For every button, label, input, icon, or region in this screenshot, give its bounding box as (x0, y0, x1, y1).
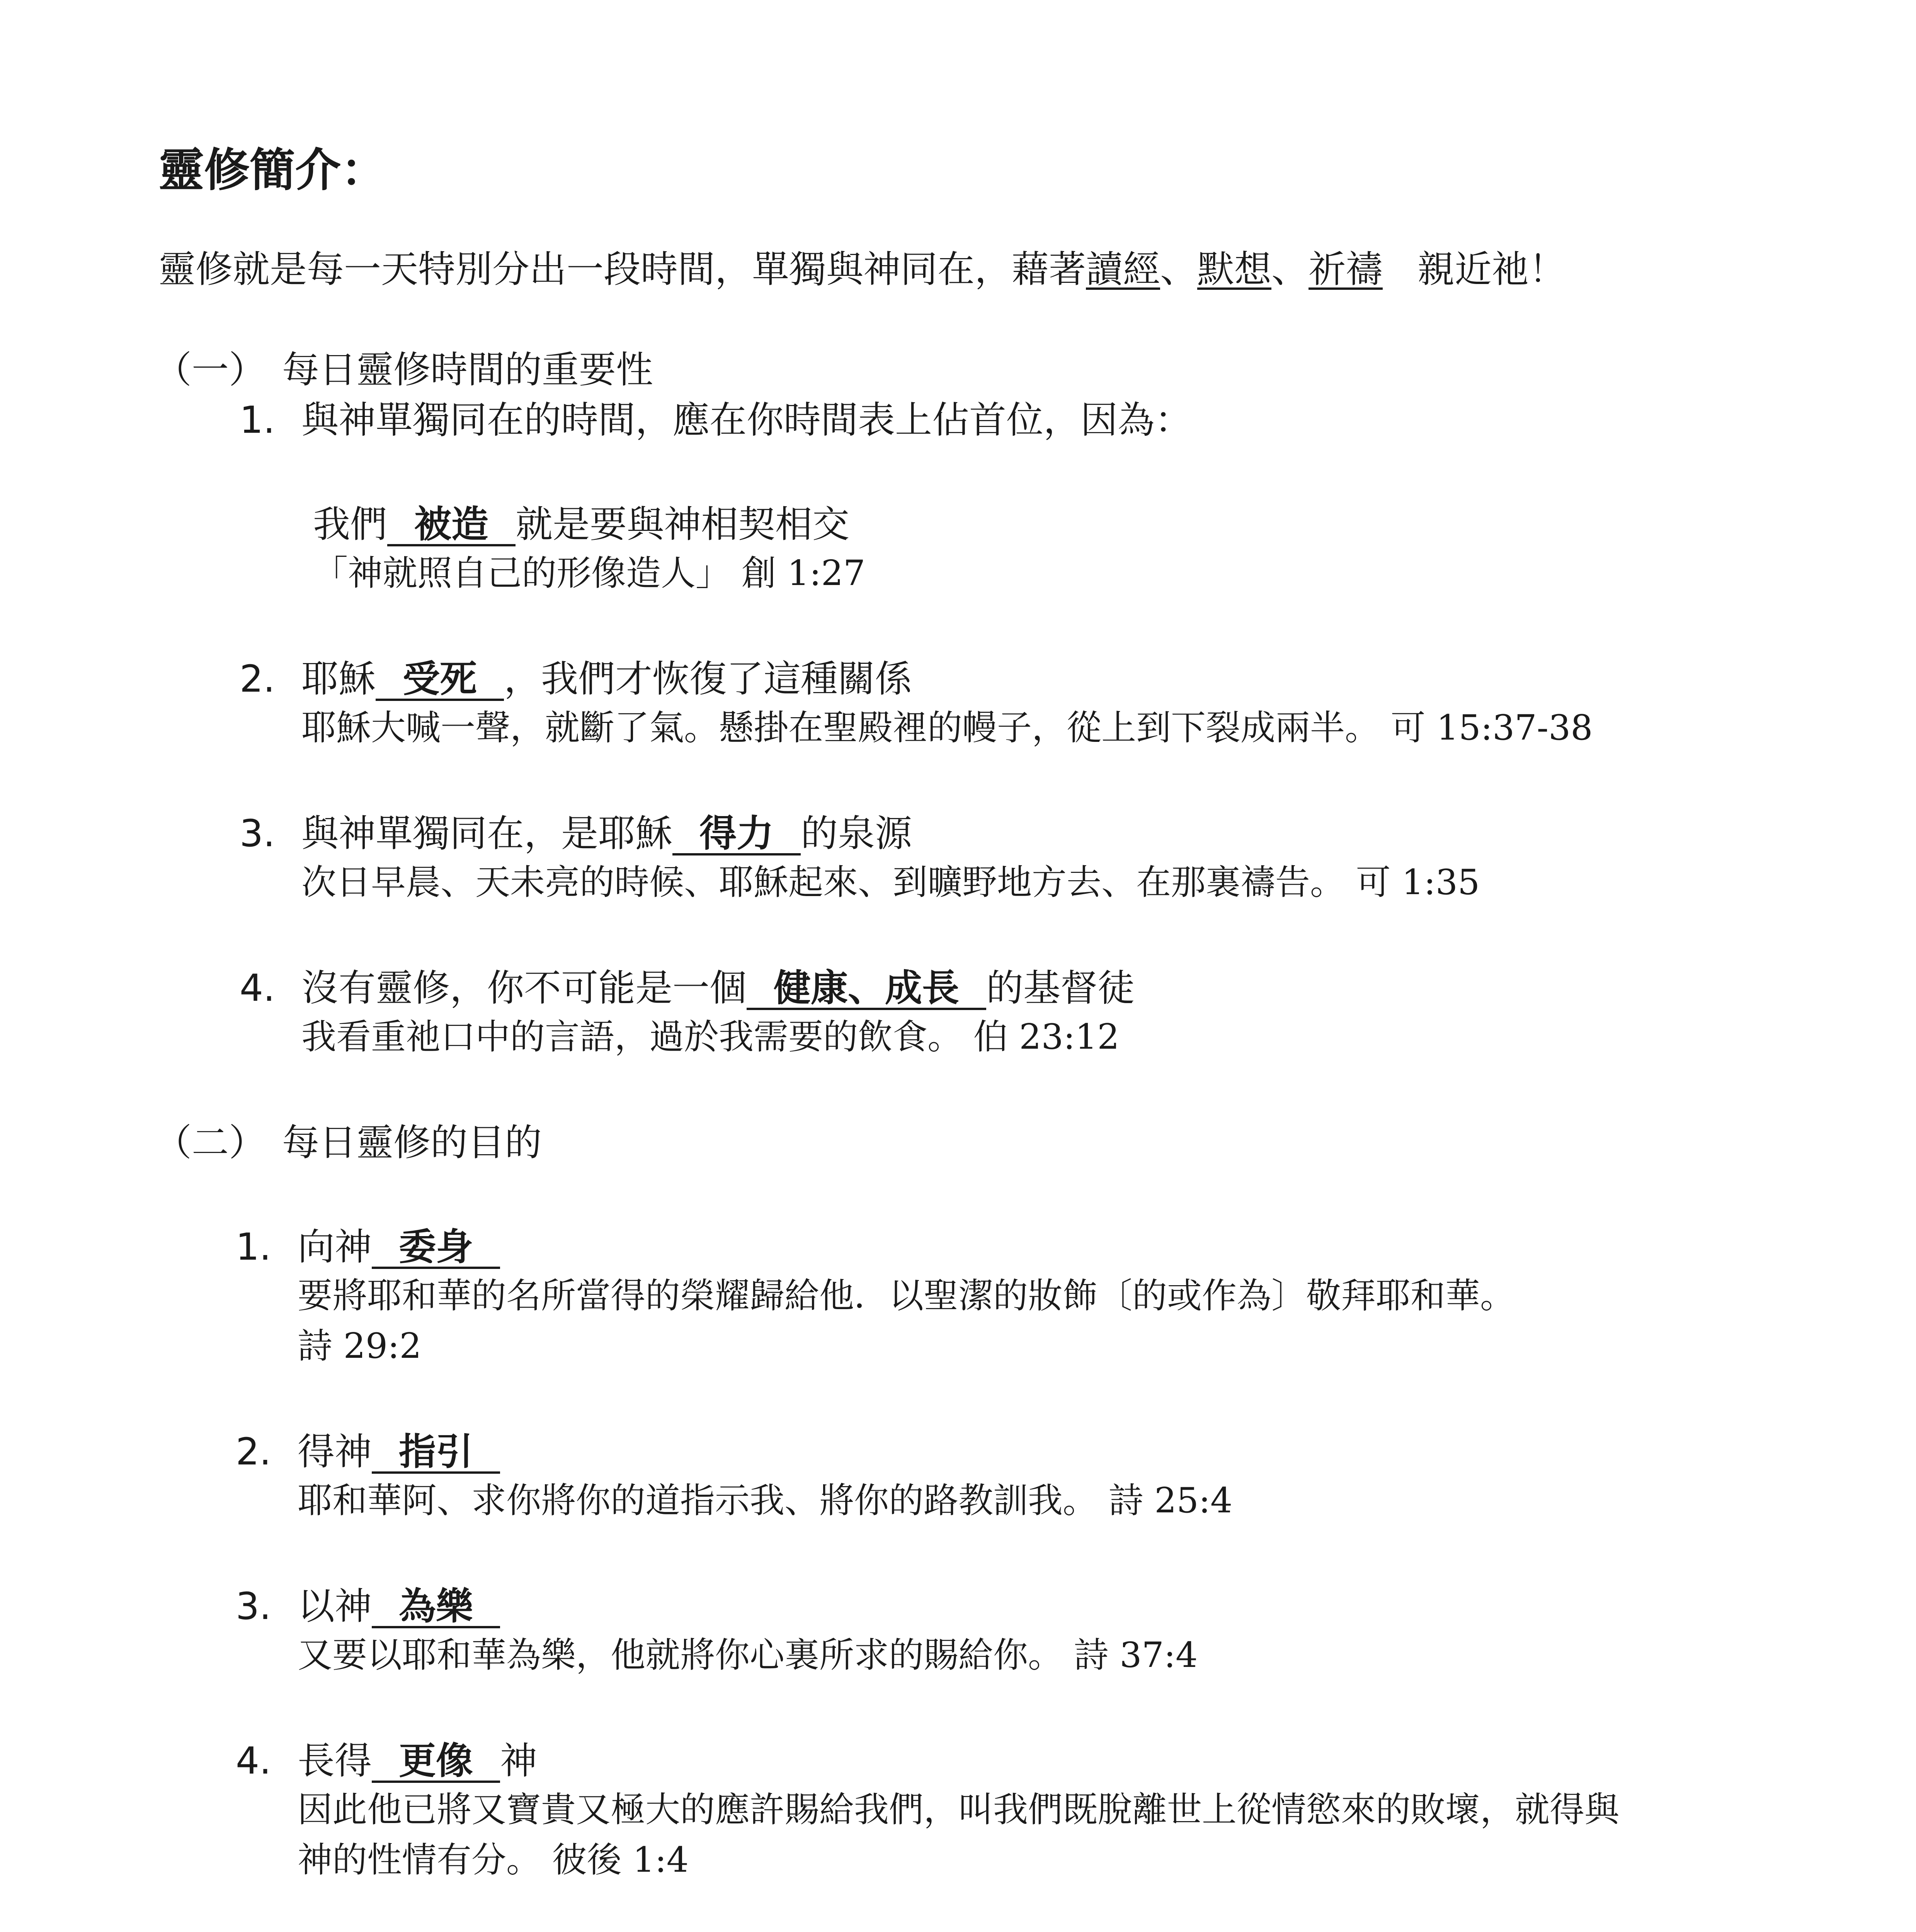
intro-paragraph (158, 247, 1566, 292)
line-text: 以神 (298, 1585, 372, 1628)
intro-sep: 、 (1160, 248, 1197, 291)
section-1-item-1 (240, 398, 1192, 442)
verse-ref: 「神就照自己的形像造人」 創 1:27 (313, 553, 866, 594)
answer-blank: 健康、成長 (747, 969, 986, 1010)
line-text: 耶穌 (301, 657, 376, 701)
answer-blank: 為樂 (372, 1587, 500, 1628)
intro-word-meditate: 默想 (1197, 248, 1271, 291)
section-2-item-1 (236, 1225, 500, 1269)
answer-blank: 委身 (372, 1228, 500, 1269)
section-title: 每日靈修的目的 (282, 1121, 542, 1164)
verse-ref: 耶穌大喊一聲，就斷了氣。懸掛在聖殿裡的幔子，從上到下裂成兩半。 可 15:37-38 (301, 707, 1593, 748)
item-number: 3. (240, 812, 275, 855)
line-text: 神 (500, 1739, 537, 1782)
page-title: 靈修簡介： (158, 143, 387, 197)
intro-sep: 、 (1271, 248, 1309, 291)
section-2-item-2 (236, 1430, 500, 1474)
section-1-item-4 (240, 966, 1135, 1010)
section-2-heading (155, 1121, 542, 1165)
verse-ref: 耶和華阿、求你將你的道指示我、將你的路教訓我。 詩 25:4 (298, 1480, 1233, 1521)
answer-blank: 更像 (372, 1742, 500, 1783)
line-text: 沒有靈修，你不可能是一個 (301, 966, 747, 1010)
answer-blank: 被造 (387, 505, 516, 546)
answer-blank: 得力 (672, 814, 801, 855)
section-1-item-2 (240, 657, 912, 701)
line-text: 與神單獨同在，是耶穌 (301, 812, 672, 855)
line-text: 的泉源 (801, 812, 912, 855)
line-text: 得神 (298, 1430, 372, 1473)
verse-ref: 詩 29:2 (298, 1326, 422, 1366)
item-number: 2. (240, 657, 275, 701)
verse-text: 因此他已將又寶貴又極大的應許賜給我們，叫我們既脫離世上從情慾來的敗壞，就得與 (298, 1789, 1619, 1830)
line-text: 就是要與神相契相交 (516, 503, 849, 546)
created-line (313, 502, 849, 547)
verse-ref: 次日早晨、天未亮的時候、耶穌起來、到曠野地方去、在那裏禱告。 可 1:35 (301, 862, 1480, 903)
section-1-heading (155, 348, 653, 392)
item-number: 2. (236, 1430, 271, 1473)
item-number: 4. (240, 966, 275, 1010)
intro-end: 親近祂！ (1417, 248, 1566, 291)
item-number: 3. (236, 1585, 271, 1628)
item-text: 與神單獨同在的時間，應在你時間表上佔首位，因為： (301, 398, 1192, 442)
verse-text: 要將耶和華的名所當得的榮耀歸給他．以聖潔的妝飾〔的或作為〕敬拜耶和華。 (298, 1276, 1515, 1316)
verse-ref: 我看重祂口中的言語，過於我需要的飲食。 伯 23:12 (301, 1017, 1120, 1057)
answer-blank: 指引 (372, 1432, 500, 1474)
item-number: 1. (240, 398, 275, 442)
item-number: 4. (236, 1739, 271, 1782)
intro-word-pray: 祈禱 (1309, 248, 1383, 291)
intro-word-read: 讀經 (1086, 248, 1160, 291)
answer-blank: 受死 (376, 660, 504, 701)
item-number: 1. (236, 1225, 271, 1269)
section-2-item-3 (236, 1584, 500, 1629)
verse-ref: 又要以耶和華為樂，他就將你心裏所求的賜給你。 詩 37:4 (298, 1635, 1198, 1675)
section-number: （一） (155, 348, 266, 391)
line-text: 長得 (298, 1739, 372, 1782)
section-2-item-4 (236, 1739, 537, 1783)
intro-text: 靈修就是每一天特別分出一段時間，單獨與神同在，藉著 (158, 248, 1086, 291)
line-text: 我們 (313, 503, 387, 546)
line-text: 向神 (298, 1225, 372, 1269)
verse-ref: 神的性情有分。 彼後 1:4 (298, 1840, 689, 1880)
line-text: 的基督徒 (986, 966, 1135, 1010)
line-text: ，我們才恢復了這種關係 (504, 657, 912, 701)
section-title: 每日靈修時間的重要性 (282, 348, 653, 391)
section-number: （二） (155, 1121, 266, 1164)
section-1-item-3 (240, 811, 912, 856)
